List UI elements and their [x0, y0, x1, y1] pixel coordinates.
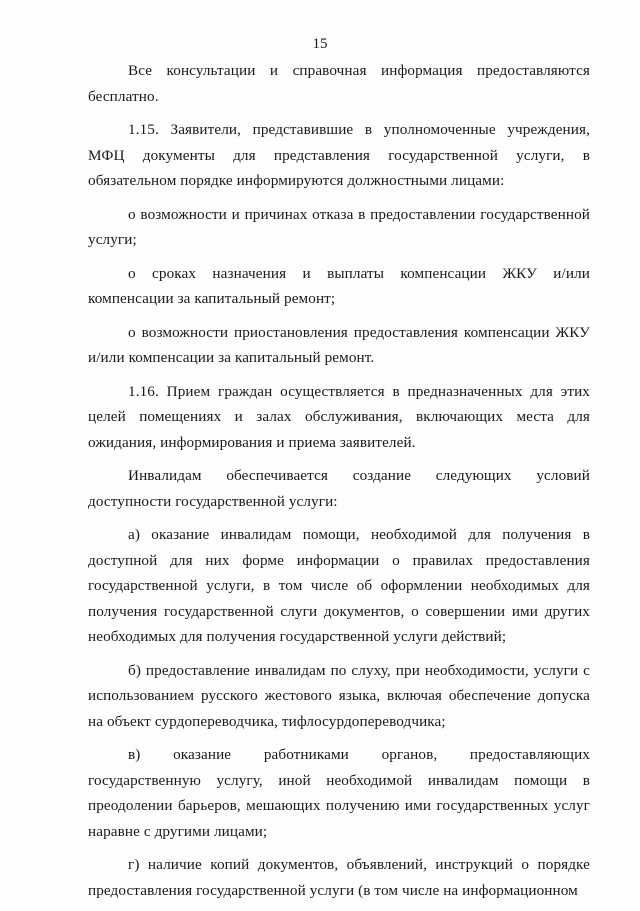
paragraph-1-15: 1.15. Заявители, представившие в уполномоченные учреждения, МФЦ документы для представления государственной услуги, в обязательном порядке информируются должностными лицами: [88, 121, 590, 189]
paragraph-accessibility-intro: Инвалидам обеспечивается создание следующих условий доступности государственной услуги: [88, 467, 590, 510]
paragraph-suspension-info: о возможности приостановления предоставления компенсации ЖКУ и/или компенсации за капитальный ремонт. [88, 323, 590, 366]
paragraph-item-v: в) оказание работниками органов, предоставляющих государственную услугу, иной необходимой инвалидам помощи в преодолении барьеров, мешающих получению ими государственных услуг наравне с другими лицами; [88, 746, 590, 840]
document-body [88, 58, 590, 911]
paragraph-item-a: а) оказание инвалидам помощи, необходимой для получения в доступной для них форме информации о правилах предоставления государственной услуги, в том числе об оформлении необходимых для получения государственной слуги документов, о совершении ими других необходимых для получения государственной услуги действий; [88, 526, 590, 645]
paragraph-item-g: г) наличие копий документов, объявлений, инструкций о порядке предоставления государственной услуги (в том числе на информационном [88, 856, 590, 899]
paragraph-payment-terms: о сроках назначения и выплаты компенсации ЖКУ и/или компенсации за капитальный ремонт; [88, 264, 590, 307]
paragraph-refusal-info: о возможности и причинах отказа в предоставлении государственной услуги; [88, 205, 590, 248]
page-number: 15 [312, 36, 328, 52]
paragraph-item-b: б) предоставление инвалидам по слуху, при необходимости, услуги с использованием русского жестового языка, включая обеспечение допуска на объект сурдопереводчика, тифлосурдопереводчика; [88, 661, 590, 730]
paragraph-1-16: 1.16. Прием граждан осуществляется в предназначенных для этих целей помещениях и залах обслуживания, включающих места для ожидания, информирования и приема заявителей. [88, 382, 590, 451]
paragraph-consultations-free: Все консультации и справочная информация предоставляются бесплатно. [88, 62, 590, 105]
